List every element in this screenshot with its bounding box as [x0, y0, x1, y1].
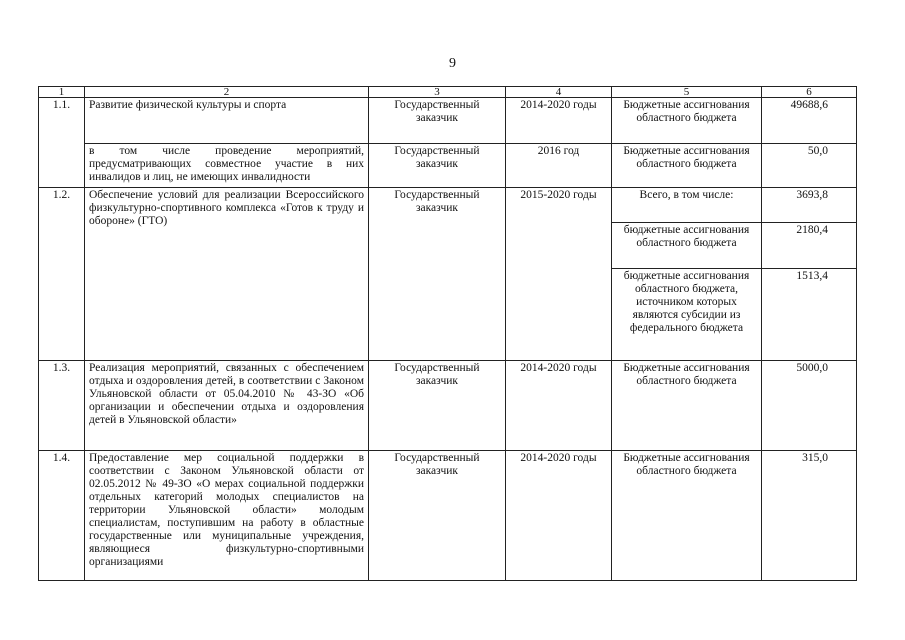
funding-source: Бюджетные ассигнования областного бюджета	[612, 361, 762, 451]
header-col-5: 5	[612, 87, 762, 98]
customer-cell: Государственный заказчик	[369, 188, 506, 361]
table-row	[39, 361, 857, 451]
amount-cell: 315,0	[762, 451, 857, 581]
amount-cell: 5000,0	[762, 361, 857, 451]
row-number: 1.2.	[39, 188, 85, 361]
activity-name: Реализация мероприятий, связанных с обеспечением отдыха и оздоровления детей, в соответствии с Законом Ульяновской области от 05.04.2010 № 43-ЗО «Об организации и обеспечении отдыха и оздоровления детей в Ульяновской области»	[85, 361, 369, 451]
funding-source: бюджетные ассигнования областного бюджета, источником которых являются субсидии из федерального бюджета	[612, 269, 762, 361]
header-col-3: 3	[369, 87, 506, 98]
activity-name: Развитие физической культуры и спорта	[85, 98, 369, 144]
amount-cell: 49688,6	[762, 98, 857, 144]
years-cell: 2015-2020 годы	[506, 188, 612, 361]
header-col-6: 6	[762, 87, 857, 98]
years-cell: 2014-2020 годы	[506, 98, 612, 144]
program-table	[38, 86, 857, 581]
amount-cell: 3693,8	[762, 188, 857, 223]
activity-name: Предоставление мер социальной поддержки в соответствии с Законом Ульяновской области от 02.05.2012 № 49-ЗО «О мерах социальной поддержки отдельных категорий молодых специалистов на территории Ульяновской области» молодым специалистам, поступившим на работу в областные государственные или муниципальные учреждения, являющиеся физкультурно-спортивными организациями	[85, 451, 369, 581]
amount-cell: 1513,4	[762, 269, 857, 361]
table-row	[39, 98, 857, 144]
funding-source: Всего, в том числе:	[612, 188, 762, 223]
years-cell: 2014-2020 годы	[506, 451, 612, 581]
amount-cell: 2180,4	[762, 223, 857, 269]
header-col-1: 1	[39, 87, 85, 98]
customer-cell: Государственный заказчик	[369, 98, 506, 144]
row-number: 1.4.	[39, 451, 85, 581]
row-number: 1.1.	[39, 98, 85, 188]
activity-name: в том числе проведение мероприятий, предусматривающих совместное участие в них инвалидов и лиц, не имеющих инвалидности	[85, 144, 369, 188]
header-col-4: 4	[506, 87, 612, 98]
table-row	[39, 188, 857, 223]
years-cell: 2014-2020 годы	[506, 361, 612, 451]
funding-source: Бюджетные ассигнования областного бюджета	[612, 144, 762, 188]
funding-source: Бюджетные ассигнования областного бюджета	[612, 98, 762, 144]
header-row	[39, 87, 857, 98]
customer-cell: Государственный заказчик	[369, 144, 506, 188]
funding-source: Бюджетные ассигнования областного бюджета	[612, 451, 762, 581]
funding-source: бюджетные ассигнования областного бюджета	[612, 223, 762, 269]
header-col-2: 2	[85, 87, 369, 98]
years-cell: 2016 год	[506, 144, 612, 188]
customer-cell: Государственный заказчик	[369, 361, 506, 451]
row-number: 1.3.	[39, 361, 85, 451]
amount-cell: 50,0	[762, 144, 857, 188]
table-row	[39, 451, 857, 581]
customer-cell: Государственный заказчик	[369, 451, 506, 581]
page-number: 9	[449, 56, 456, 71]
table-row	[39, 144, 857, 188]
activity-name: Обеспечение условий для реализации Всероссийского физкультурно-спортивного комплекса «Готов к труду и обороне» (ГТО)	[85, 188, 369, 361]
